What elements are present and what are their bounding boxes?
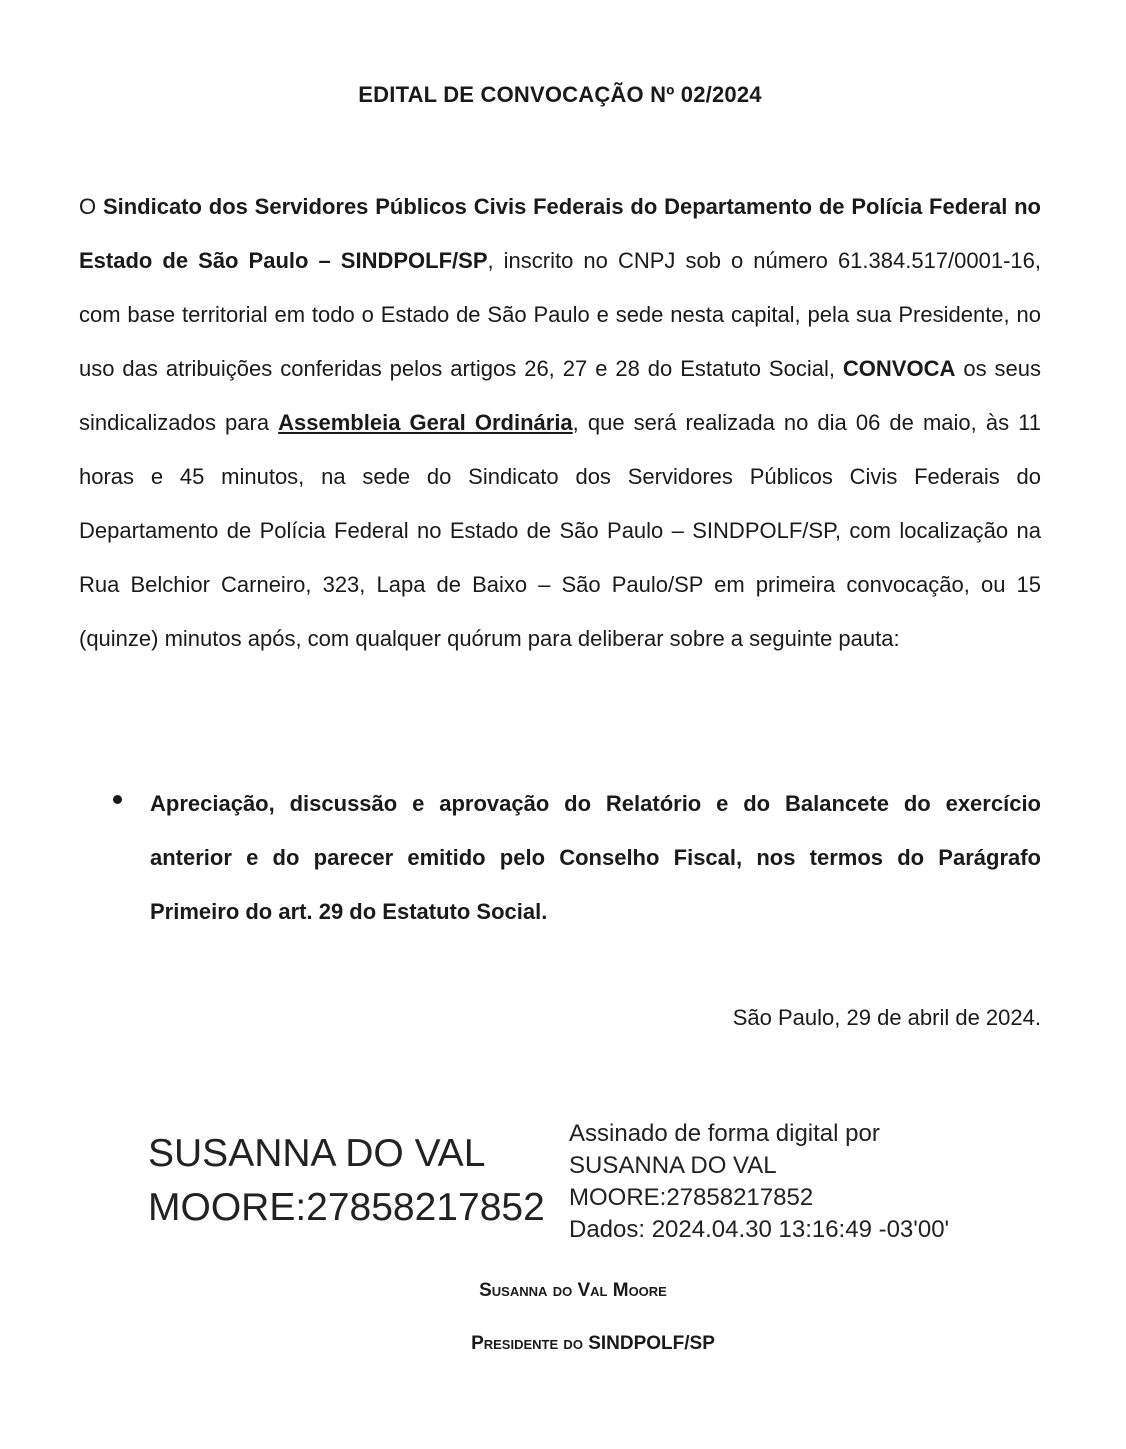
digital-signature-name [148, 1127, 545, 1235]
agenda-list [79, 777, 1041, 939]
union-name: Sindicato dos Servidores Públicos Civis Federais do Departamento de Polícia Federal no Estado de São Paulo – SINDPOLF/SP [79, 194, 1041, 273]
agenda-item [79, 777, 1041, 939]
signatory-name: Susanna do Val Moore [479, 1280, 667, 1301]
intro-text: O [79, 194, 103, 219]
digital-signature-details [569, 1118, 949, 1246]
convocation-paragraph [79, 180, 1041, 666]
signatory-role: Presidente do SINDPOLF/SP [471, 1333, 715, 1354]
signature-name-line2: MOORE:27858217852 [148, 1186, 545, 1229]
body-text-part2: os seus sindicalizados para [79, 356, 1041, 435]
signature-name-line1: SUSANNA DO VAL [148, 1132, 486, 1175]
date-line: São Paulo, 29 de abril de 2024. [732, 1005, 1041, 1030]
bullet-icon [113, 795, 122, 804]
document-title: EDITAL DE CONVOCAÇÃO Nº 02/2024 [358, 82, 762, 107]
signature-detail-line4: Dados: 2024.04.30 13:16:49 -03'00' [569, 1216, 950, 1243]
body-text-part3: , que será realizada no dia 06 de maio, às 11 horas e 45 minutos, na sede do Sindicato dos Servidores Públicos Civis Federais do Departamento de Polícia Federal no Estado de São Paulo – SINDPOLF/SP, com localização na Rua Belchior Carneiro, 323, Lapa de Baixo – São Paulo/SP em primeira convocação, ou 15 (quinze) minutos após, com qualquer quórum para deliberar sobre a seguinte pauta: [79, 410, 1041, 651]
assembly-name: Assembleia Geral Ordinária [278, 410, 573, 435]
signature-detail-line3: MOORE:27858217852 [569, 1184, 814, 1211]
agenda-item-text: Apreciação, discussão e aprovação do Relatório e do Balancete do exercício anterior e do parecer emitido pelo Conselho Fiscal, nos termos do Parágrafo Primeiro do art. 29 do Estatuto Social. [150, 791, 1041, 924]
signature-detail-line1: Assinado de forma digital por [569, 1120, 880, 1147]
convoca-keyword: CONVOCA [842, 356, 956, 381]
signature-detail-line2: SUSANNA DO VAL [569, 1152, 777, 1179]
body-text-part1: , inscrito no CNPJ sob o número 61.384.517/0001-16, com base territorial em todo o Estado de São Paulo e sede nesta capital, pela sua Presidente, no uso das atribuições conferidas pelos artigos 26, 27 e 28 do Estatuto Social, [79, 248, 1042, 381]
